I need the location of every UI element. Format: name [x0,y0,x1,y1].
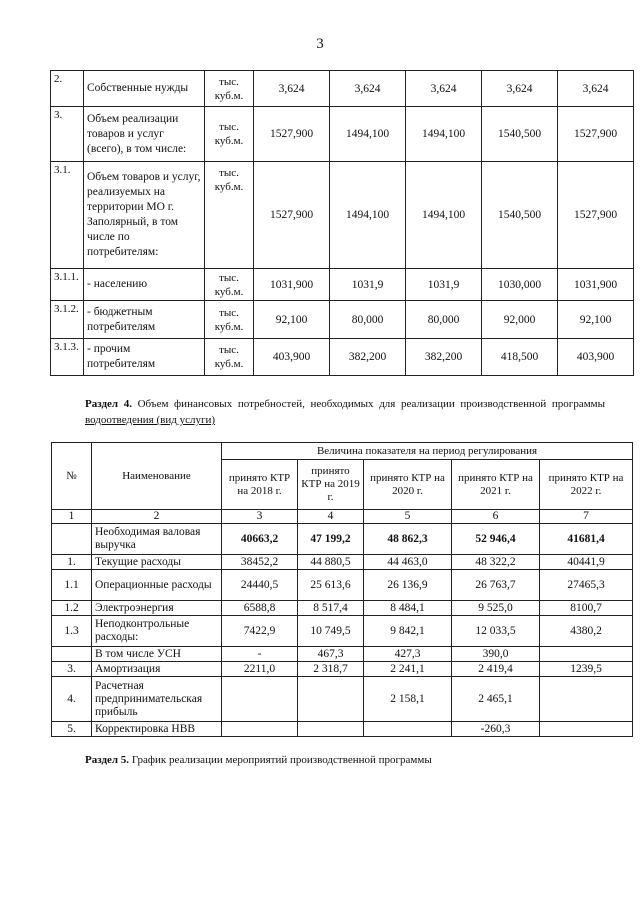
row-number: 1.3 [52,616,92,647]
cell-value [540,677,633,722]
table-row [52,647,633,662]
row-name: Корректировка НВВ [92,722,222,737]
row-name: - населению [84,269,205,301]
table-row [52,555,633,570]
row-name: - прочим потребителям [84,339,205,376]
cell-value: 3,624 [482,71,558,107]
cell-value: 1031,9 [330,269,406,301]
cell-value: 1030,000 [482,269,558,301]
cell-value: 10 749,5 [298,616,364,647]
row-number: 3.1.3. [51,339,84,376]
cell-value [298,722,364,737]
cell-value: 38452,2 [222,555,298,570]
table-row [51,162,634,269]
cell-value: 2211,0 [222,662,298,677]
section-5-text: График реализации мероприятий производственной программы [129,754,432,766]
column-index: 2 [92,510,222,524]
cell-value: 9 842,1 [364,616,452,647]
cell-value: 1527,900 [558,162,634,269]
cell-value: 1031,9 [406,269,482,301]
cell-value: 8 517,4 [298,601,364,616]
column-header-number: № [52,443,92,510]
row-number: 3.1. [51,162,84,269]
section-4-text: Объем финансовых потребностей, необходимых для реализации производственной программы [131,398,606,410]
row-name: Неподконтрольные расходы: [92,616,222,647]
section-5-label: Раздел 5. [85,754,130,766]
table-row [51,339,634,376]
cell-value: 80,000 [330,301,406,339]
column-header-period: принято КТР на 2019 г. [298,460,364,510]
cell-value: 3,624 [254,71,330,107]
cell-value: 92,000 [482,301,558,339]
row-name: Расчетная предпринимательская прибыль [92,677,222,722]
cell-value: 1494,100 [330,107,406,162]
table-row [52,570,633,601]
cell-value: 390,0 [452,647,540,662]
cell-value: 1540,500 [482,162,558,269]
cell-value: 1494,100 [406,107,482,162]
column-header-period: принято КТР на 2021 г. [452,460,540,510]
cell-value: 1494,100 [330,162,406,269]
table-row [51,107,634,162]
cell-value: 2 241,1 [364,662,452,677]
cell-value: 9 525,0 [452,601,540,616]
row-number: 3.1.1. [51,269,84,301]
row-name: Необходимая валовая выручка [92,524,222,555]
row-number [52,647,92,662]
column-header-period: принято КТР на 2022 г. [540,460,633,510]
cell-value: 80,000 [406,301,482,339]
row-name: Амортизация [92,662,222,677]
cell-value: 44 880,5 [298,555,364,570]
cell-value [222,677,298,722]
cell-value [540,647,633,662]
page-number: 3 [316,36,324,52]
table-row [52,524,633,555]
cell-value: 25 613,6 [298,570,364,601]
column-index: 6 [452,510,540,524]
row-name: Электроэнергия [92,601,222,616]
cell-value: 12 033,5 [452,616,540,647]
cell-value: 3,624 [330,71,406,107]
row-number: 5. [52,722,92,737]
column-index-row [52,510,633,524]
cell-value: 41681,4 [540,524,633,555]
cell-value: 1031,900 [558,269,634,301]
cell-value: 3,624 [558,71,634,107]
cell-value: 6588,8 [222,601,298,616]
cell-value: 2 158,1 [364,677,452,722]
row-unit: тыс. куб.м. [205,339,254,376]
row-number: 1.2 [52,601,92,616]
column-index: 4 [298,510,364,524]
column-index: 5 [364,510,452,524]
cell-value: 44 463,0 [364,555,452,570]
cell-value: 48 862,3 [364,524,452,555]
row-number: 3. [52,662,92,677]
cell-value: 26 763,7 [452,570,540,601]
row-name: - бюджетным потребителям [84,301,205,339]
row-number [52,524,92,555]
cell-value: 467,3 [298,647,364,662]
column-header-period: принято КТР на 2020 г. [364,460,452,510]
cell-value: 4380,2 [540,616,633,647]
row-unit: тыс. куб.м. [205,301,254,339]
cell-value: 1527,900 [254,107,330,162]
cell-value: 52 946,4 [452,524,540,555]
row-name: Текущие расходы [92,555,222,570]
cell-value: 47 199,2 [298,524,364,555]
row-name: Операционные расходы [92,570,222,601]
cell-value: 382,200 [330,339,406,376]
production-volume-table [50,70,634,376]
row-unit: тыс. куб.м. [205,162,254,269]
row-number: 1.1 [52,570,92,601]
cell-value: 8 484,1 [364,601,452,616]
table-row [52,662,633,677]
table-row [51,269,634,301]
row-name: Объем товаров и услуг, реализуемых на территории МО г. Заполярный, в том числе по потребителям: [84,162,205,269]
cell-value: 26 136,9 [364,570,452,601]
section-5-heading [85,752,605,768]
cell-value: 8100,7 [540,601,633,616]
cell-value: 92,100 [558,301,634,339]
table-row [52,616,633,647]
row-number: 4. [52,677,92,722]
row-number: 3.1.2. [51,301,84,339]
cell-value: 1527,900 [254,162,330,269]
table-row [52,722,633,737]
cell-value: 382,200 [406,339,482,376]
column-group-header: Величина показателя на период регулирования [222,443,633,460]
table-header-row [52,443,633,460]
cell-value: 27465,3 [540,570,633,601]
row-unit: тыс. куб.м. [205,71,254,107]
table-row [51,301,634,339]
section-4-label: Раздел 4. [85,398,132,410]
row-number: 1. [52,555,92,570]
column-index: 3 [222,510,298,524]
cell-value: 1527,900 [558,107,634,162]
cell-value: 92,100 [254,301,330,339]
cell-value: -260,3 [452,722,540,737]
cell-value: 1031,900 [254,269,330,301]
cell-value: 48 322,2 [452,555,540,570]
cell-value: - [222,647,298,662]
table-row [52,601,633,616]
column-header-name: Наименование [92,443,222,510]
table-row [51,71,634,107]
cell-value: 2 318,7 [298,662,364,677]
row-number: 3. [51,107,84,162]
cell-value: 403,900 [558,339,634,376]
row-unit: тыс. куб.м. [205,107,254,162]
cell-value: 403,900 [254,339,330,376]
cell-value [298,677,364,722]
cell-value: 2 465,1 [452,677,540,722]
row-number: 2. [51,71,84,107]
table-row [52,677,633,722]
row-name: Объем реализации товаров и услуг (всего), в том числе: [84,107,205,162]
row-name: В том числе УСН [92,647,222,662]
column-header-period: принято КТР на 2018 г. [222,460,298,510]
cell-value: 40663,2 [222,524,298,555]
cell-value: 418,500 [482,339,558,376]
cell-value: 3,624 [406,71,482,107]
cell-value: 7422,9 [222,616,298,647]
cell-value [364,722,452,737]
cell-value [222,722,298,737]
financial-needs-table [51,442,633,737]
cell-value: 2 419,4 [452,662,540,677]
section-4-heading [85,396,605,428]
cell-value: 24440,5 [222,570,298,601]
column-index: 1 [52,510,92,524]
cell-value: 1540,500 [482,107,558,162]
section-4-service-type: водоотведения (вид услуги) [85,414,216,426]
cell-value: 40441,9 [540,555,633,570]
cell-value: 1494,100 [406,162,482,269]
row-name: Собственные нужды [84,71,205,107]
cell-value: 427,3 [364,647,452,662]
row-unit: тыс. куб.м. [205,269,254,301]
column-index: 7 [540,510,633,524]
cell-value [540,722,633,737]
cell-value: 1239,5 [540,662,633,677]
